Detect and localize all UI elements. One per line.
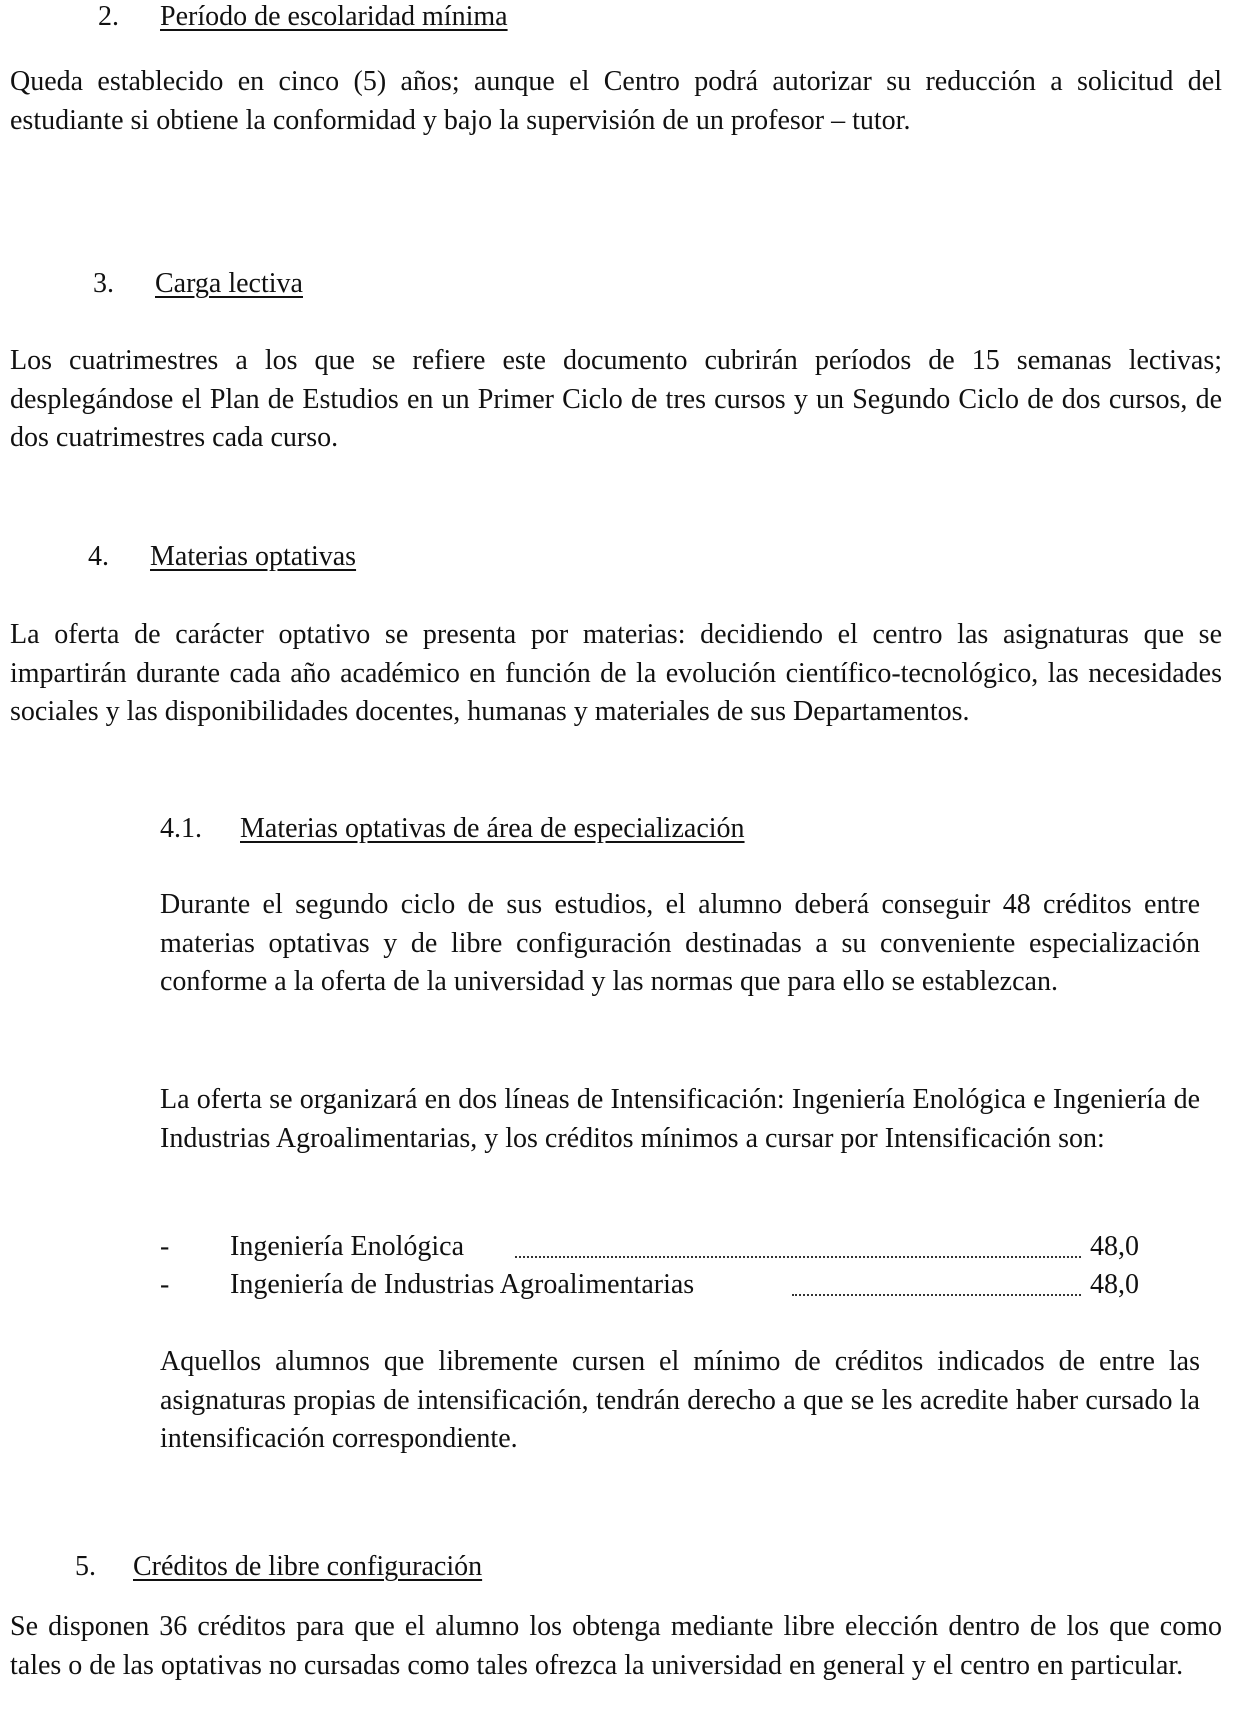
section-number: 4.	[88, 541, 109, 572]
paragraph: Se disponen 36 créditos para que el alumno los obtenga mediante libre elección dentro de los que como tales o de las optativas no cursadas como tales ofrezca la universidad en general y el centro en particular.	[10, 1611, 1222, 1681]
dot-leader	[792, 1260, 1081, 1296]
section-number: 5.	[75, 1551, 96, 1582]
dot-leader	[515, 1222, 1081, 1258]
paragraph: Aquellos alumnos que libremente cursen el mínimo de créditos indicados de entre las asignaturas propias de intensificación, tendrán derecho a que se les acredite haber cursado la intensificación correspondiente.	[160, 1346, 1200, 1454]
section-number: 3.	[93, 268, 114, 299]
section-heading-5	[75, 1550, 482, 1584]
section-title: Créditos de libre configuración	[133, 1551, 483, 1582]
list-value: 48,0	[1090, 1231, 1139, 1262]
list-label: Ingeniería Enológica	[230, 1231, 465, 1262]
paragraph: Queda establecido en cinco (5) años; aunque el Centro podrá autorizar su reducción a solicitud del estudiante si obtiene la conformidad y bajo la supervisión de un profesor – tutor.	[10, 66, 1222, 136]
section-title: Materias optativas	[150, 541, 357, 572]
section-number: 2.	[98, 1, 119, 32]
list-dash: -	[160, 1269, 170, 1300]
section-title: Período de escolaridad mínima	[160, 1, 508, 32]
list-label: Ingeniería de Industrias Agroalimentarias	[230, 1269, 695, 1300]
paragraph: La oferta de carácter optativo se presenta por materias: decidiendo el centro las asignaturas que se impartirán durante cada año académico en función de la evolución científico-tecnológico, las necesidades sociales y las disponibilidades docentes, humanas y materiales de sus Departamentos.	[10, 619, 1222, 727]
section-heading-4	[88, 540, 356, 574]
paragraph: Los cuatrimestres a los que se refiere este documento cubrirán períodos de 15 semanas lectivas; desplegándose el Plan de Estudios en un Primer Ciclo de tres cursos y un Segundo Ciclo de dos cursos, de dos cuatrimestres cada curso.	[10, 345, 1222, 453]
section-number: 4.1.	[160, 813, 202, 844]
section-heading-2	[98, 0, 508, 34]
paragraph: Durante el segundo ciclo de sus estudios, el alumno deberá conseguir 48 créditos entre materias optativas y de libre configuración destinadas a su conveniente especialización conforme a la oferta de la universidad y las normas que para ello se establezcan.	[160, 889, 1200, 997]
section-heading-3	[93, 267, 303, 301]
section-heading-4-1	[160, 812, 745, 846]
section-title: Materias optativas de área de especialización	[240, 813, 745, 844]
section-title: Carga lectiva	[155, 268, 303, 299]
paragraph: La oferta se organizará en dos líneas de Intensificación: Ingeniería Enológica e Ingeniería de Industrias Agroalimentarias, y los créditos mínimos a cursar por Intensificación son:	[160, 1084, 1200, 1154]
list-value: 48,0	[1090, 1269, 1139, 1300]
list-dash: -	[160, 1231, 170, 1262]
